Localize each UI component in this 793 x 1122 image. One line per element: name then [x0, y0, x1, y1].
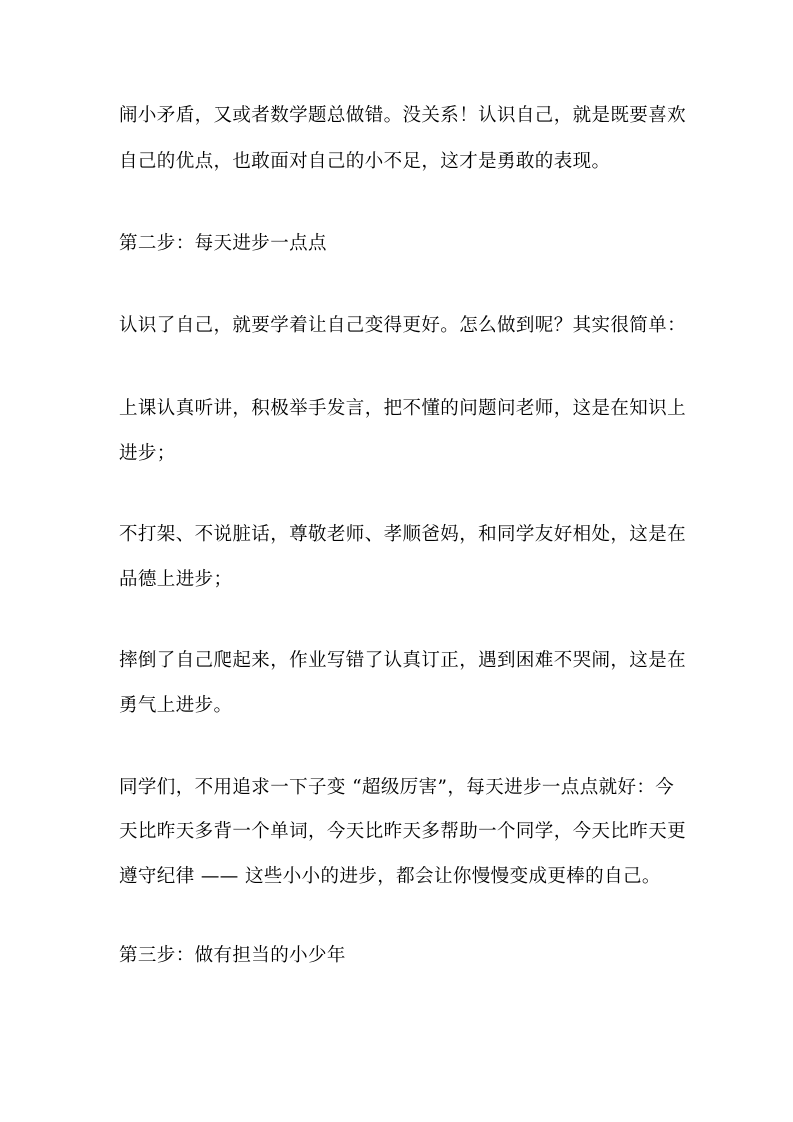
list-item-line: 勇气上进步。 — [119, 695, 233, 716]
paragraph-line: 闹小矛盾，又或者数学题总做错。没关系！认识自己，就是既要喜欢 — [119, 105, 687, 126]
list-item-line: 上课认真听讲，积极举手发言，把不懂的问题问老师，这是在知识上 — [119, 398, 687, 419]
list-item-line: 进步； — [119, 443, 176, 464]
paragraph-line: 遵守纪律 —— 这些小小的进步，都会让你慢慢变成更棒的自己。 — [119, 866, 661, 887]
paragraph-line: 自己的优点，也敢面对自己的小不足，这才是勇敢的表现。 — [119, 151, 611, 172]
paragraph-line: 认识了自己，就要学着让自己变得更好。怎么做到呢？其实很简单： — [119, 315, 687, 336]
paragraph-line: 同学们，不用追求一下子变 “超级厉害”，每天进步一点点就好：今 — [119, 777, 675, 798]
list-item-line: 不打架、不说脏话，尊敬老师、孝顺爸妈，和同学友好相处，这是在 — [119, 524, 687, 545]
section-heading: 第三步：做有担当的小少年 — [119, 945, 346, 966]
list-item-line: 摔倒了自己爬起来，作业写错了认真订正，遇到困难不哭闹，这是在 — [119, 650, 687, 671]
paragraph-line: 天比昨天多背一个单词，今天比昨天多帮助一个同学，今天比昨天更 — [119, 821, 687, 842]
section-heading: 第二步：每天进步一点点 — [119, 233, 327, 254]
list-item-line: 品德上进步； — [119, 569, 233, 590]
